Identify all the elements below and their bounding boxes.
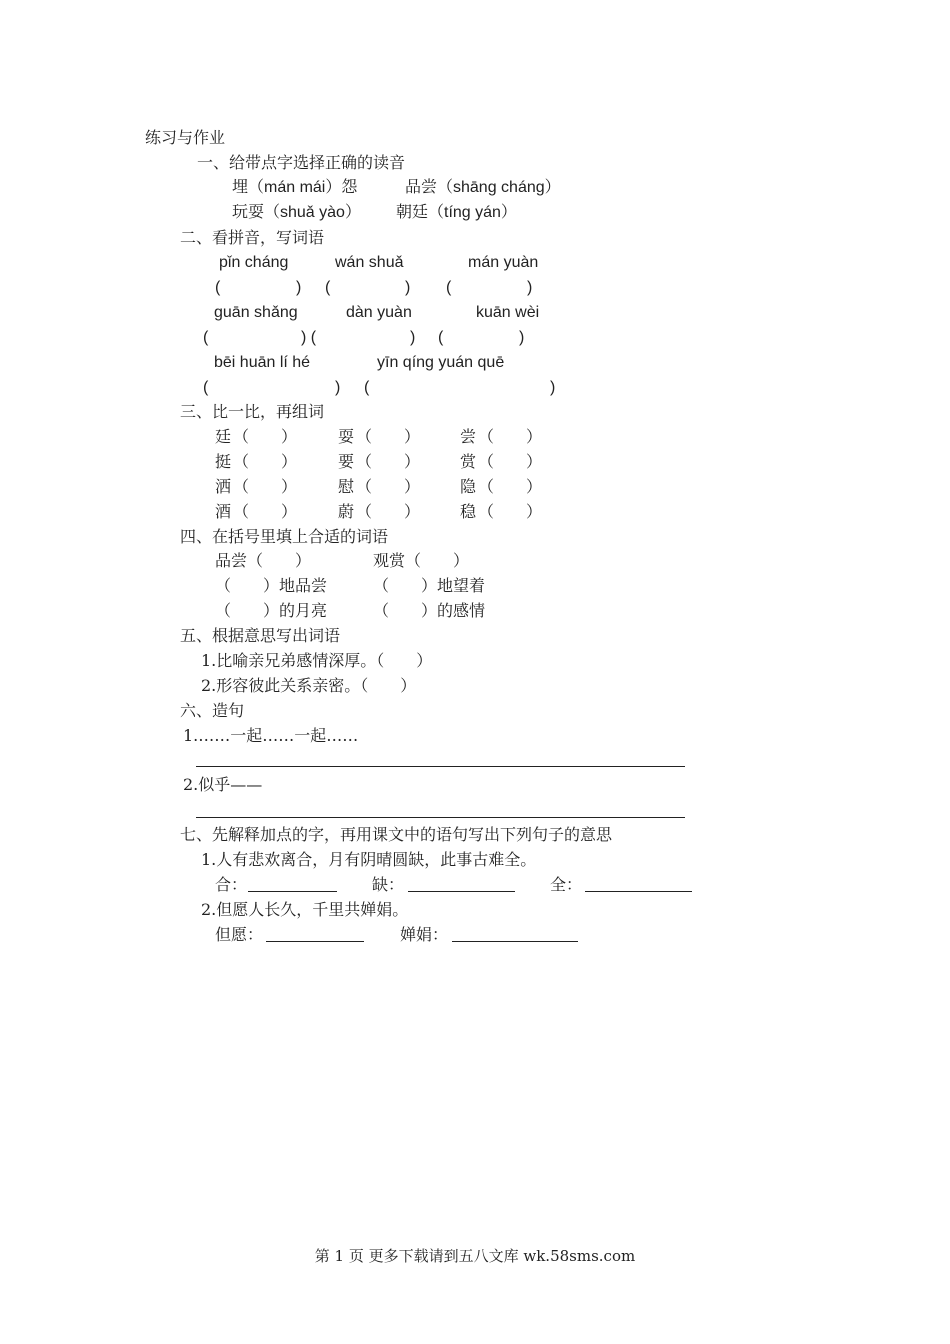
compare-char: 洒 — [215, 477, 232, 496]
label-que: 缺： — [372, 875, 405, 894]
answer-line[interactable] — [196, 766, 685, 767]
question-item: 2.似乎—— — [183, 775, 263, 794]
fill-item[interactable]: 观赏（ ） — [373, 551, 470, 570]
question-item[interactable]: 1.比喻亲兄弟感情深厚。（ ） — [201, 651, 433, 670]
section-1-heading: 一、给带点字选择正确的读音 — [197, 153, 406, 172]
pinyin-2: wán shuǎ — [335, 254, 404, 271]
answer-blank[interactable]: ( — [215, 279, 221, 296]
s1-item-maiyuan: 埋（mán mái）怨 — [232, 179, 358, 196]
section-2-heading: 二、看拼音，写词语 — [180, 228, 325, 247]
page-title: 练习与作业 — [145, 128, 226, 147]
answer-blank[interactable]: （ ） — [356, 452, 421, 471]
pinyin-1: pǐn cháng — [219, 254, 289, 271]
compare-char: 蔚 — [338, 502, 355, 521]
page-footer: 第 1 页 更多下载请到五八文库 wk.58sms.com — [314, 1247, 636, 1265]
pinyin-6: kuān wèi — [476, 304, 540, 321]
answer-blank[interactable]: ( — [446, 279, 452, 296]
answer-blank[interactable]: ( — [364, 379, 370, 396]
compare-char: 稳 — [460, 502, 477, 521]
answer-blank[interactable]: （ ） — [233, 427, 298, 446]
section-5-heading: 五、根据意思写出词语 — [180, 626, 341, 645]
s1-item-pinchang: 品尝（shāng cháng） — [405, 179, 561, 196]
answer-blank[interactable]: ( — [438, 329, 444, 346]
answer-blank[interactable]: （ ） — [356, 427, 421, 446]
section-7-heading: 七、先解释加点的字，再用课文中的语句写出下列句子的意思 — [180, 825, 613, 844]
answer-line[interactable] — [196, 817, 685, 818]
answer-blank[interactable]: ) — [405, 279, 411, 296]
answer-blank[interactable]: ( — [203, 329, 209, 346]
compare-char: 隐 — [460, 477, 477, 496]
fill-item[interactable]: （ ）地品尝 — [215, 576, 328, 595]
question-item: 1.……一起……一起…… — [183, 726, 359, 745]
s1-item-chaoting: 朝廷（tíng yán） — [396, 204, 517, 221]
answer-blank[interactable]: （ ） — [233, 477, 298, 496]
fill-item[interactable]: （ ）的月亮 — [215, 601, 328, 620]
answer-blank[interactable]: ) — [519, 329, 525, 346]
label-danyuan: 但愿： — [215, 925, 264, 944]
pinyin-3: mán yuàn — [468, 254, 539, 271]
fill-item[interactable]: （ ）的感情 — [373, 601, 486, 620]
answer-line[interactable] — [585, 891, 692, 892]
section-6-heading: 六、造句 — [180, 701, 245, 720]
answer-blank[interactable]: （ ） — [478, 427, 543, 446]
answer-blank[interactable]: （ ） — [478, 452, 543, 471]
answer-blank[interactable]: （ ） — [356, 477, 421, 496]
question-item[interactable]: 2.形容彼此关系亲密。（ ） — [201, 676, 417, 695]
compare-char: 要 — [338, 452, 355, 471]
answer-blank[interactable]: （ ） — [233, 452, 298, 471]
answer-blank[interactable]: ( — [203, 379, 209, 396]
fill-item[interactable]: （ ）地望着 — [373, 576, 486, 595]
answer-blank[interactable]: ) — [550, 379, 556, 396]
answer-blank[interactable]: ) — [296, 279, 302, 296]
pinyin-7: bēi huān lí hé — [214, 354, 311, 371]
label-he: 合： — [215, 875, 248, 894]
compare-char: 慰 — [338, 477, 355, 496]
question-item: 2.但愿人长久，千里共婵娟。 — [201, 900, 409, 919]
answer-blank[interactable]: （ ） — [478, 477, 543, 496]
answer-line[interactable] — [266, 941, 364, 942]
answer-blank[interactable]: ( — [325, 279, 331, 296]
pinyin-5: dàn yuàn — [346, 304, 412, 321]
answer-line[interactable] — [452, 941, 578, 942]
answer-line[interactable] — [408, 891, 515, 892]
label-chanjuan: 婵娟： — [400, 925, 449, 944]
answer-blank[interactable]: ) — [527, 279, 533, 296]
section-3-heading: 三、比一比，再组词 — [180, 402, 325, 421]
fill-item[interactable]: 品尝（ ） — [215, 551, 312, 570]
pinyin-8: yīn qíng yuán quē — [377, 354, 505, 371]
compare-char: 尝 — [460, 427, 477, 446]
answer-blank[interactable]: （ ） — [356, 502, 421, 521]
compare-char: 耍 — [338, 427, 355, 446]
compare-char: 挺 — [215, 452, 232, 471]
answer-blank[interactable]: （ ） — [233, 502, 298, 521]
question-item: 1.人有悲欢离合，月有阴晴圆缺，此事古难全。 — [201, 850, 537, 869]
answer-line[interactable] — [248, 891, 337, 892]
compare-char: 廷 — [215, 427, 232, 446]
s1-item-wanshua: 玩耍（shuǎ yào） — [232, 204, 361, 221]
compare-char: 赏 — [460, 452, 477, 471]
label-quan: 全： — [550, 875, 583, 894]
answer-blank[interactable]: ) — [410, 329, 416, 346]
pinyin-4: guān shǎng — [214, 304, 298, 321]
section-4-heading: 四、在括号里填上合适的词语 — [180, 527, 389, 546]
answer-blank[interactable]: （ ） — [478, 502, 543, 521]
compare-char: 酒 — [215, 502, 232, 521]
answer-blank[interactable]: ) ( — [301, 329, 317, 346]
answer-blank[interactable]: ) — [335, 379, 341, 396]
